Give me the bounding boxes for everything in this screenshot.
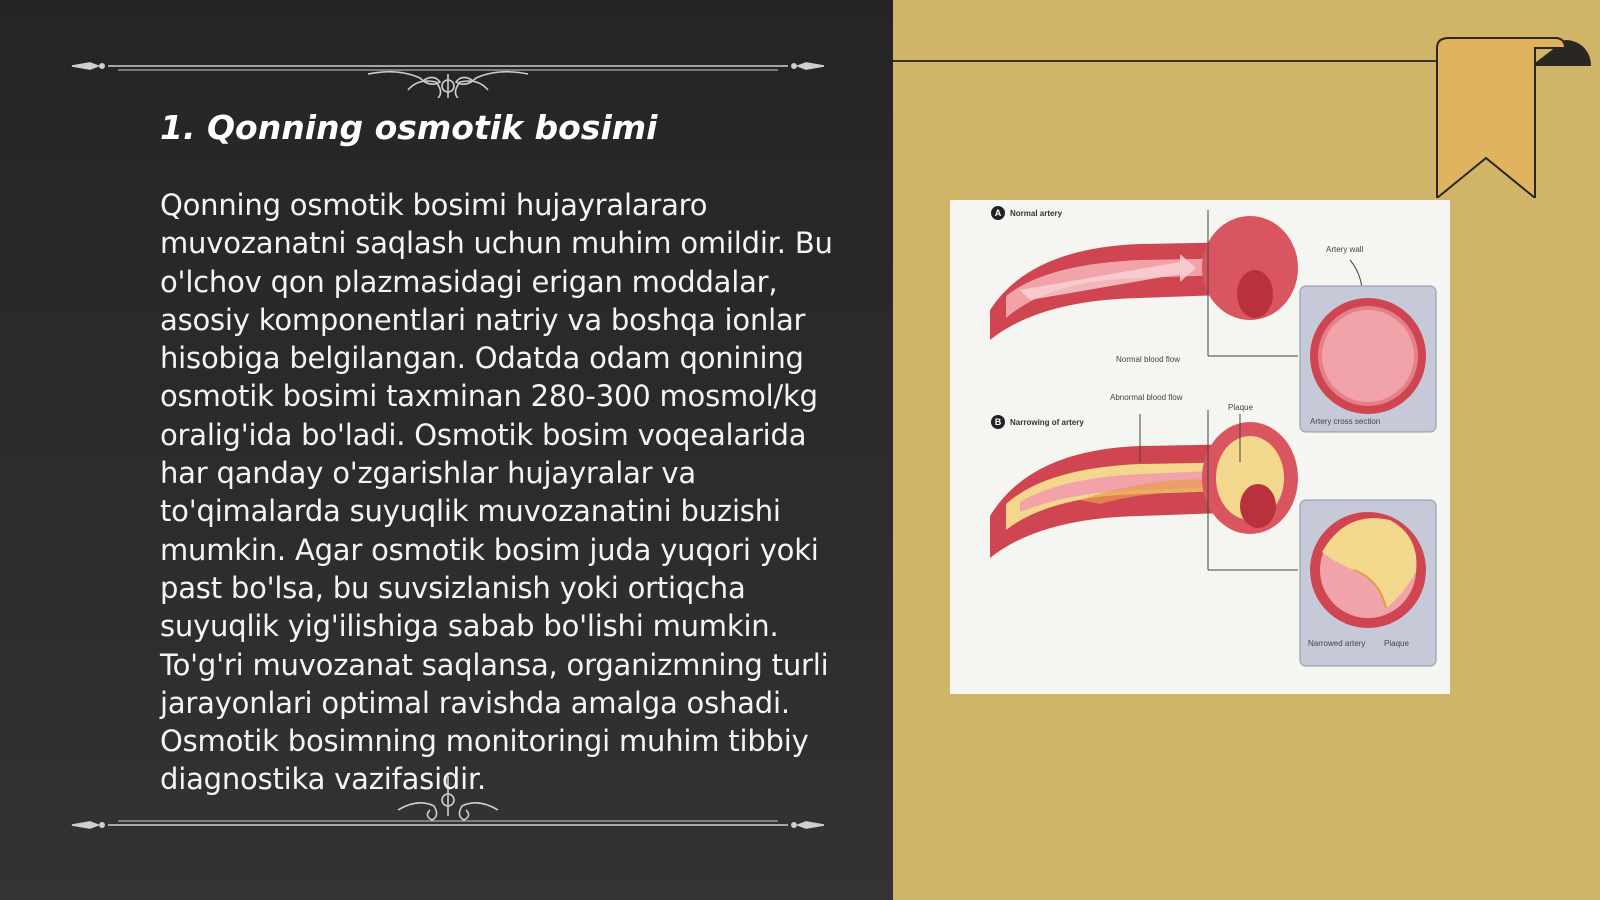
- plaque-label: Plaque: [1228, 403, 1253, 412]
- artery-diagram: [950, 200, 1450, 694]
- panel-a: [990, 206, 1436, 432]
- plaque-label-2: Plaque: [1384, 639, 1409, 648]
- slide-title: 1. Qonning osmotik bosimi: [160, 108, 658, 147]
- panel-b-badge: B: [994, 417, 1002, 427]
- bookmark-ribbon-icon: [1435, 36, 1600, 198]
- divider-line: [893, 60, 1438, 62]
- panel-b: [990, 393, 1436, 666]
- abnormal-flow-label: Abnormal blood flow: [1110, 393, 1183, 402]
- slide-body-text: Qonning osmotik bosimi hujayralararo muvozanatni saqlash uchun muhim omildir. Bu o'lchov qon plazmasidagi erigan moddalar, asosiy komponentlari natriy va boshqa ionlar hisobiga belgilangan. Odatda odam qonining osmotik bosimi taxminan 280-300 mosmol/kg oralig'ida bo'ladi. Osmotik bosim voqealarida har qanday o'zgarishlar hujayralar va to'qimalarda suyuqlik muvozanatini buzishi mumkin. Agar osmotik bosim juda yuqori yoki past bo'lsa, bu suvsizlanish yoki ortiqcha suyuqlik yig'ilishiga sabab bo'lishi mumkin. To'g'ri muvozanat saqlansa, organizmning turli jarayonlari optimal ravishda amalga oshadi. Osmotik bosimning monitoringi muhim tibbiy diagnostika vazifasidir.: [160, 188, 833, 797]
- cross-section-label: Artery cross section: [1310, 417, 1381, 426]
- panel-a-badge: A: [994, 208, 1002, 218]
- ornament-divider-icon: [68, 38, 828, 98]
- narrowed-artery-label: Narrowed artery: [1308, 639, 1366, 648]
- panel-a-heading: Normal artery: [1010, 209, 1063, 218]
- normal-flow-label: Normal blood flow: [1116, 355, 1181, 364]
- artery-wall-label: Artery wall: [1326, 245, 1364, 254]
- panel-b-heading: Narrowing of artery: [1010, 418, 1084, 427]
